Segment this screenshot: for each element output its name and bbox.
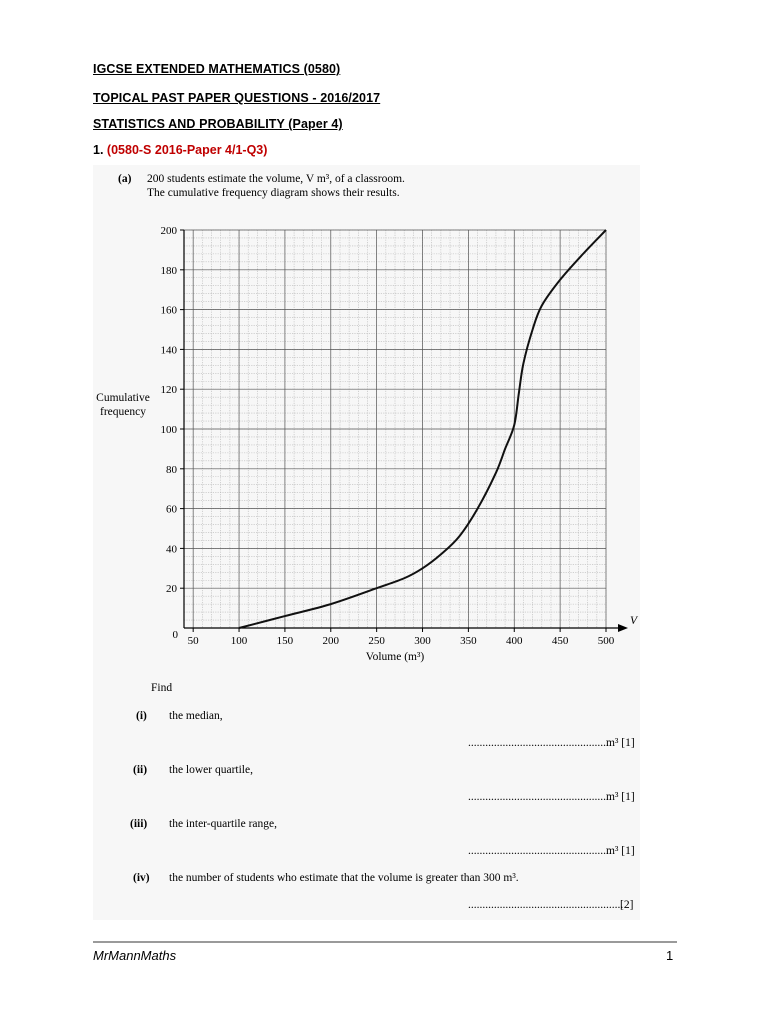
y-tick-label: 120 — [160, 384, 177, 397]
x-tick-label: 450 — [551, 635, 569, 647]
y-tick-label: 160 — [160, 304, 177, 317]
document-subtitle: TOPICAL PAST PAPER QUESTIONS - 2016/2017 — [93, 91, 381, 105]
part-iii-answer-line: .................................................. — [468, 845, 612, 857]
y-tick-label: 100 — [160, 424, 177, 436]
part-label: (a) — [118, 173, 132, 185]
footer-author: MrMannMaths — [93, 948, 177, 963]
origin-label: 0 — [172, 629, 178, 641]
y-tick-label: 140 — [160, 344, 177, 357]
x-tick-label: 250 — [368, 635, 385, 647]
x-tick-label: 350 — [460, 635, 477, 647]
page-number: 1 — [666, 948, 674, 963]
part-iii-text: the inter-quartile range, — [169, 818, 278, 830]
x-tick-label: 150 — [276, 635, 294, 647]
find-label: Find — [151, 682, 173, 694]
part-i-unit: m³ [1] — [606, 737, 635, 749]
footer-divider — [93, 941, 677, 943]
y-axis-label: frequency — [100, 406, 146, 418]
cumulative-frequency-chart — [93, 165, 640, 675]
y-tick-label: 60 — [166, 503, 177, 516]
part-i-label: (i) — [136, 710, 147, 722]
part-ii-unit: m³ [1] — [606, 791, 635, 803]
part-ii-answer-line: .................................................. — [468, 791, 612, 803]
part-ii-label: (ii) — [133, 764, 148, 776]
y-tick-label: 80 — [166, 463, 177, 476]
part-i-answer-line: .................................................. — [468, 737, 612, 749]
part-iv-label: (iv) — [133, 872, 150, 884]
y-axis-label: Cumulative — [96, 392, 150, 404]
y-tick-label: 180 — [160, 264, 177, 277]
part-iii-label: (iii) — [130, 818, 148, 830]
part-iv-text: the number of students who estimate that the volume is greater than 300 m³. — [169, 872, 519, 884]
question-reference: (0580-S 2016-Paper 4/1-Q3) — [106, 143, 268, 157]
intro-line-1: 200 students estimate the volume, V m³, of a classroom. — [147, 173, 405, 185]
y-tick-label: 40 — [166, 543, 177, 556]
question-scan — [93, 165, 640, 920]
part-iv-answer-line: ...................................................... — [468, 899, 624, 911]
x-axis-symbol: V — [630, 615, 638, 627]
x-axis-arrow — [618, 624, 628, 632]
x-axis-label: Volume (m³) — [365, 651, 425, 663]
x-tick-label: 300 — [414, 635, 431, 647]
part-iv-unit: [2] — [620, 899, 634, 911]
part-i-text: the median, — [169, 710, 223, 722]
x-tick-label: 400 — [506, 635, 523, 647]
question-number: 1. — [93, 143, 104, 157]
question-heading — [93, 143, 267, 157]
y-tick-label: 200 — [160, 225, 177, 237]
x-tick-label: 200 — [322, 635, 340, 647]
part-ii-text: the lower quartile, — [169, 764, 253, 776]
section-title: STATISTICS AND PROBABILITY (Paper 4) — [93, 117, 343, 131]
intro-line-2: The cumulative frequency diagram shows their results. — [147, 187, 400, 199]
part-iii-unit: m³ [1] — [606, 845, 635, 857]
x-tick-label: 100 — [230, 635, 248, 647]
y-tick-label: 20 — [166, 583, 177, 596]
x-tick-label: 500 — [597, 635, 615, 647]
document-title: IGCSE EXTENDED MATHEMATICS (0580) — [93, 62, 341, 76]
x-tick-label: 50 — [187, 635, 199, 647]
